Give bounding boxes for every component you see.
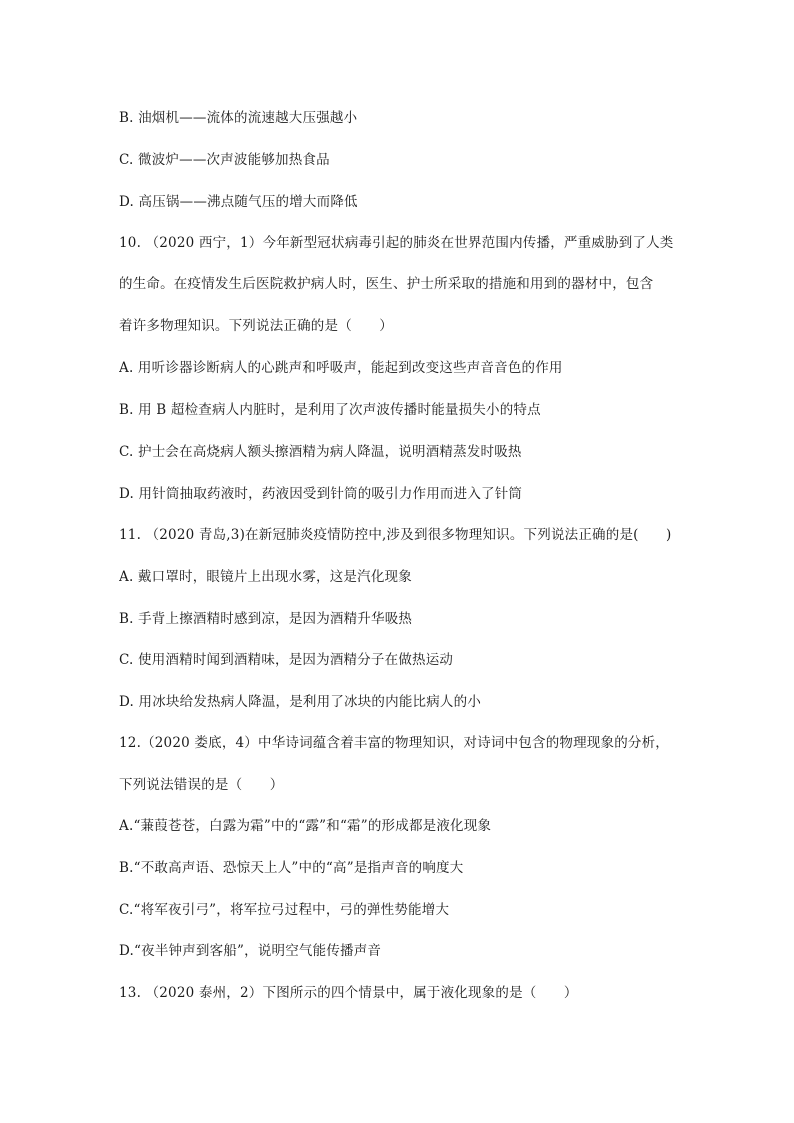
- q12-option-d: D.“夜半钟声到客船”，说明空气能传播声音: [119, 943, 382, 959]
- q12-stem-line-2: 下列说法错误的是（ ）: [119, 777, 284, 793]
- q12-option-a: A.“蒹葭苍苍，白露为霜”中的“露”和“霜”的形成都是液化现象: [119, 818, 492, 834]
- q11-stem-line-1: 11. （2020 青岛,3)在新冠肺炎疫情防控中,涉及到很多物理知识。下列说法正确的是( ): [119, 527, 672, 543]
- q11-option-d: D. 用冰块给发热病人降温，是利用了冰块的内能比病人的小: [119, 694, 482, 710]
- q11-option-c: C. 使用酒精时闻到酒精味，是因为酒精分子在做热运动: [119, 652, 454, 668]
- q10-option-b: B. 用 B 超检查病人内脏时，是利用了次声波传播时能量损失小的特点: [119, 402, 541, 418]
- q10-stem-line-2: 的生命。在疫情发生后医院救护病人时，医生、护士所采取的措施和用到的器材中，包含: [119, 276, 654, 292]
- q12-option-c: C.“将军夜引弓”，将军拉弓过程中，弓的弹性势能增大: [119, 902, 450, 918]
- q9-option-c: C. 微波炉——次声波能够加热食品: [119, 152, 330, 168]
- q13-stem-line-1: 13. （2020 泰州，2）下图所示的四个情景中，属于液化现象的是（ ）: [119, 985, 578, 1001]
- q10-stem-line-3: 着许多物理知识。下列说法正确的是（ ）: [119, 318, 393, 334]
- q12-stem-line-1: 12.（2020 娄底，4）中华诗词蕴含着丰富的物理知识，对诗词中包含的物理现象的分析，: [119, 735, 670, 751]
- q11-option-a: A. 戴口罩时，眼镜片上出现水雾，这是汽化现象: [119, 569, 412, 585]
- q12-option-b: B.“不敢高声语、恐惊天上人”中的“高”是指声音的响度大: [119, 860, 464, 876]
- q10-stem-line-1: 10. （2020 西宁，1）今年新型冠状病毒引起的肺炎在世界范围内传播，严重威胁到了人类: [119, 235, 674, 251]
- q10-option-d: D. 用针筒抽取药液时，药液因受到针筒的吸引力作用而进入了针筒: [119, 486, 523, 502]
- q9-option-b: B. 油烟机——流体的流速越大压强越小: [119, 110, 358, 126]
- q11-option-b: B. 手背上擦酒精时感到凉，是因为酒精升华吸热: [119, 611, 413, 627]
- q9-option-d: D. 高压锅——沸点随气压的增大而降低: [119, 194, 358, 210]
- q10-option-c: C. 护士会在高烧病人额头擦酒精为病人降温，说明酒精蒸发时吸热: [119, 444, 522, 460]
- q10-option-a: A. 用听诊器诊断病人的心跳声和呼吸声，能起到改变这些声音音色的作用: [119, 360, 563, 376]
